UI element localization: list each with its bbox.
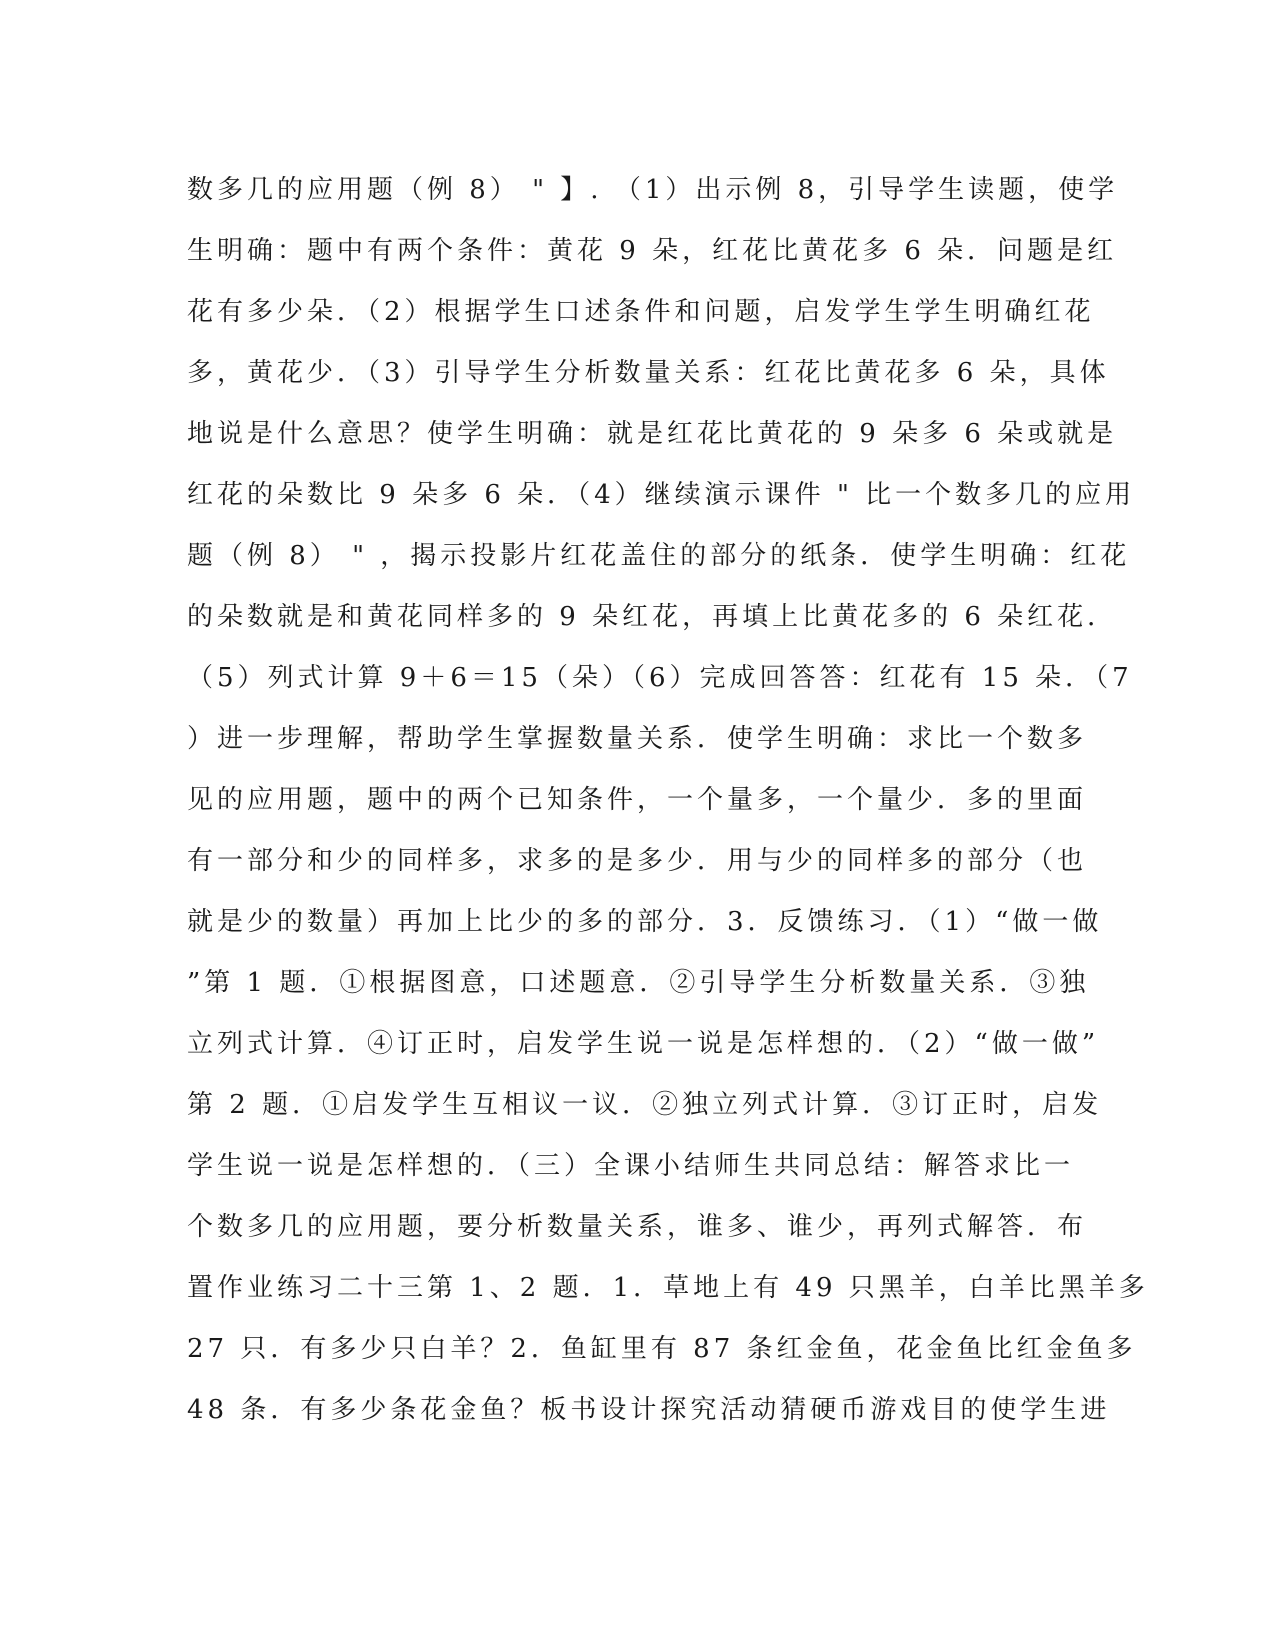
text-line: 立列式计算．④订正时，启发学生说一说是怎样想的．（2）“做一做” xyxy=(187,1029,1100,1059)
text-line: 的朵数就是和黄花同样多的 9 朵红花，再填上比黄花多的 6 朵红花． xyxy=(187,602,1118,632)
text-line: 有一部分和少的同样多，求多的是多少．用与少的同样多的部分（也 xyxy=(187,846,1088,876)
text-line: 地说是什么意思？使学生明确：就是红花比黄花的 9 朵多 6 朵或就是 xyxy=(187,419,1118,449)
text-line: 置作业练习二十三第 1、2 题．1．草地上有 49 只黑羊，白羊比黑羊多 xyxy=(187,1273,1149,1303)
text-line: 多，黄花少．（3）引导学生分析数量关系：红花比黄花多 6 朵，具体 xyxy=(187,358,1110,388)
text-line: 题（例 8） " ，揭示投影片红花盖住的部分的纸条．使学生明确：红花 xyxy=(187,541,1131,571)
text-line: 就是少的数量）再加上比少的多的部分．3．反馈练习．（1）“做一做 xyxy=(187,907,1103,937)
text-line: 个数多几的应用题，要分析数量关系，谁多、谁少，再列式解答．布 xyxy=(187,1212,1088,1242)
text-line: 生明确：题中有两个条件：黄花 9 朵，红花比黄花多 6 朵．问题是红 xyxy=(187,236,1118,266)
text-line: 见的应用题，题中的两个已知条件，一个量多，一个量少．多的里面 xyxy=(187,785,1088,815)
text-line: 48 条．有多少条花金鱼？板书设计探究活动猜硬币游戏目的使学生进 xyxy=(187,1395,1111,1425)
text-line: ）进一步理解，帮助学生掌握数量关系．使学生明确：求比一个数多 xyxy=(187,724,1088,754)
text-line: 数多几的应用题（例 8） " 】. （1）出示例 8，引导学生读题，使学 xyxy=(187,175,1119,205)
text-line: 第 2 题．①启发学生互相议一议．②独立列式计算．③订正时，启发 xyxy=(187,1090,1103,1120)
text-line: （5）列式计算 9＋6＝15（朵）（6）完成回答答：红花有 15 朵．（7 xyxy=(187,663,1133,693)
body-text xyxy=(187,160,1149,1441)
text-line: 学生说一说是怎样想的．（三）全课小结师生共同总结：解答求比一 xyxy=(187,1151,1075,1181)
text-line: ”第 1 题．①根据图意，口述题意．②引导学生分析数量关系．③独 xyxy=(187,968,1090,998)
text-line: 27 只．有多少只白羊？2．鱼缸里有 87 条红金鱼，花金鱼比红金鱼多 xyxy=(187,1334,1137,1364)
text-line: 花有多少朵．（2）根据学生口述条件和问题，启发学生学生明确红花 xyxy=(187,297,1095,327)
text-line: 红花的朵数比 9 朵多 6 朵．（4）继续演示课件 " 比一个数多几的应用 xyxy=(187,480,1136,510)
